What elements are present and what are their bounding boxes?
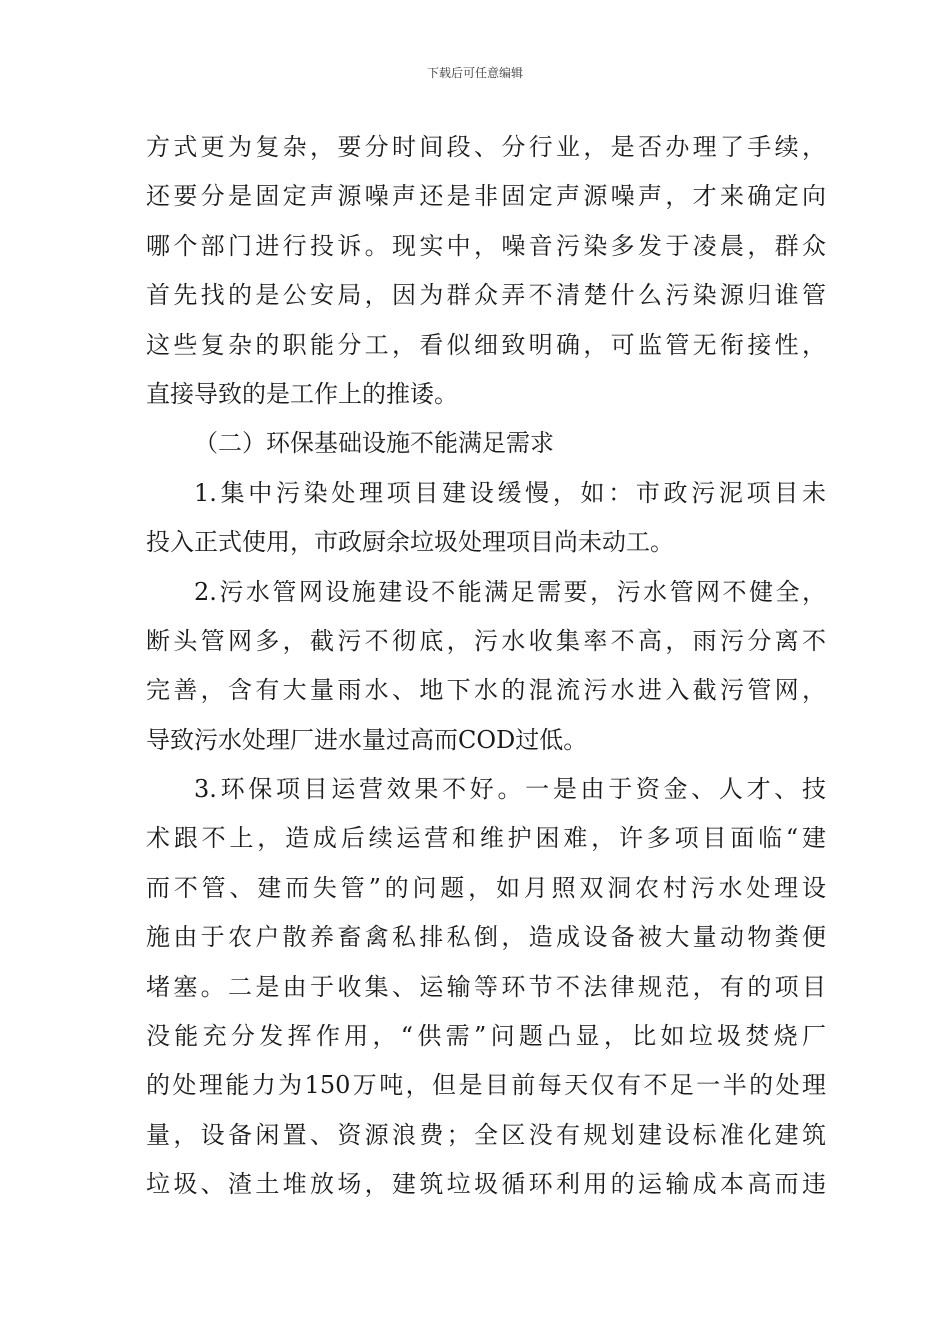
text-line: 还要分是固定声源噪声还是非固定声源噪声，才来确定向 xyxy=(146,182,826,211)
text-line: 3.环保项目运营效果不好。一是由于资金、人才、技 xyxy=(194,775,826,804)
section-heading: （二）环保基础设施不能满足需求 xyxy=(194,429,554,458)
page-header: 下载后可任意编辑 xyxy=(426,66,523,80)
document-body xyxy=(146,123,826,1210)
text-line: 堵塞。二是由于收集、运输等环节不法律规范，有的项目 xyxy=(146,972,826,1001)
text-line: 垃圾、渣土堆放场，建筑垃圾循环利用的运输成本高而违 xyxy=(146,1170,826,1199)
text-line: 投入正式使用，市政厨余垃圾处理项目尚未动工。 xyxy=(146,528,674,557)
text-line: 的处理能力为150万吨，但是目前每天仅有不足一半的处理 xyxy=(146,1071,826,1100)
text-line: 哪个部门进行投诉。现实中，噪音污染多发于凌晨，群众 xyxy=(146,231,826,260)
text-line: 完善，含有大量雨水、地下水的混流污水进入截污管网， xyxy=(146,676,826,705)
text-line: 量，设备闲置、资源浪费；全区没有规划建设标准化建筑 xyxy=(146,1120,826,1149)
text-line: 断头管网多，截污不彻底，污水收集率不高，雨污分离不 xyxy=(146,626,826,655)
text-line: 方式更为复杂，要分时间段、分行业，是否办理了手续， xyxy=(146,133,826,161)
text-line: 1.集中污染处理项目建设缓慢，如：市政污泥项目未 xyxy=(194,478,826,507)
text-line: 直接导致的是工作上的推诿。 xyxy=(146,379,458,408)
text-line: 导致污水处理厂进水量过高而COD过低。 xyxy=(146,725,588,754)
text-line: 而不管、建而失管”的问题，如月照双洞农村污水处理设 xyxy=(146,873,826,902)
text-line: 首先找的是公安局，因为群众弄不清楚什么污染源归谁管 xyxy=(146,281,826,310)
text-line: 没能充分发挥作用，“供需”问题凸显，比如垃圾焚烧厂 xyxy=(146,1022,826,1051)
text-line: 术跟不上，造成后续运营和维护困难，许多项目面临“建 xyxy=(146,824,826,853)
text-line: 2.污水管网设施建设不能满足需要，污水管网不健全， xyxy=(194,577,826,606)
text-line: 这些复杂的职能分工，看似细致明确，可监管无衔接性， xyxy=(146,330,826,359)
text-line: 施由于农户散养畜禽私排私倒，造成设备被大量动物粪便 xyxy=(146,923,826,952)
